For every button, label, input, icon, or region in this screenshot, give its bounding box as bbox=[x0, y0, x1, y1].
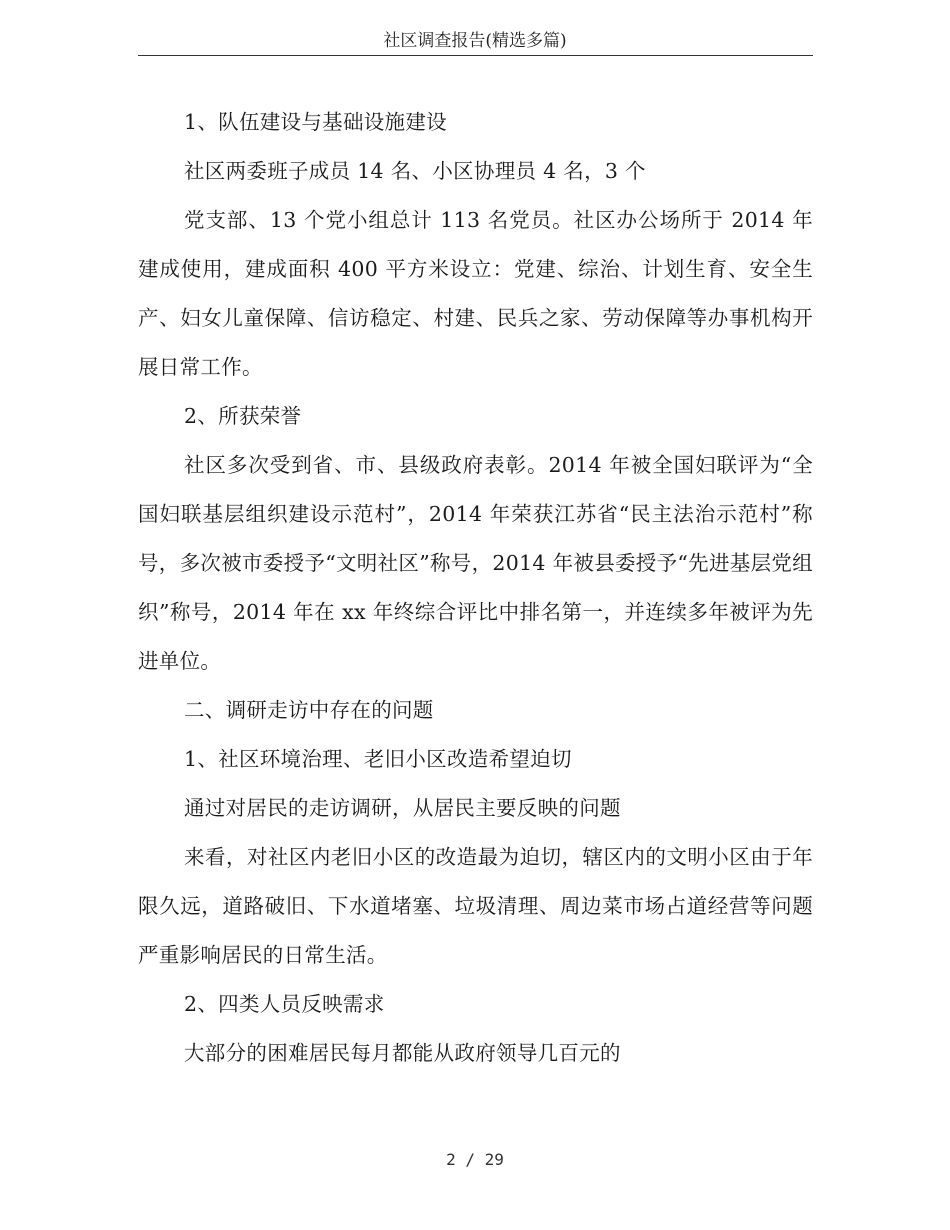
paragraph: 通过对居民的走访调研，从居民主要反映的问题 bbox=[184, 796, 621, 820]
page-number: 2 / 29 bbox=[446, 1150, 504, 1169]
paragraph-heading: 2、所获荣誉 bbox=[184, 404, 302, 428]
document-header-title: 社区调查报告(精选多篇) bbox=[383, 31, 567, 51]
document-body bbox=[138, 98, 813, 1078]
paragraph: 大部分的困难居民每月都能从政府领导几百元的 bbox=[184, 1041, 621, 1065]
paragraph: 社区多次受到省、市、县级政府表彰。2014 年被全国妇联评为“全国妇联基层组织建设示范村”，2014 年荣获江苏省“民主法治示范村”称号，多次被市委授予“文明社区”称号，2014 年被县委授予“先进基层党组织”称号，2014 年在 xx 年终综合评比中排名第一，并连续多年被评为先进单位。 bbox=[138, 453, 813, 673]
paragraph: 来看，对社区内老旧小区的改造最为迫切，辖区内的文明小区由于年限久远，道路破旧、下水道堵塞、垃圾清理、周边菜市场占道经营等问题严重影响居民的日常生活。 bbox=[138, 845, 813, 967]
paragraph-heading: 1、社区环境治理、老旧小区改造希望迫切 bbox=[184, 747, 572, 771]
paragraph-heading: 1、队伍建设与基础设施建设 bbox=[184, 110, 447, 134]
section-heading: 二、调研走访中存在的问题 bbox=[184, 698, 434, 722]
paragraph-heading: 2、四类人员反映需求 bbox=[184, 992, 385, 1016]
header-divider bbox=[138, 55, 813, 56]
paragraph: 社区两委班子成员 14 名、小区协理员 4 名，3 个 bbox=[184, 159, 646, 183]
paragraph: 党支部、13 个党小组总计 113 名党员。社区办公场所于 2014 年建成使用，建成面积 400 平方米设立：党建、综治、计划生育、安全生产、妇女儿童保障、信访稳定、村建、民兵之家、劳动保障等办事机构开展日常工作。 bbox=[138, 208, 813, 379]
